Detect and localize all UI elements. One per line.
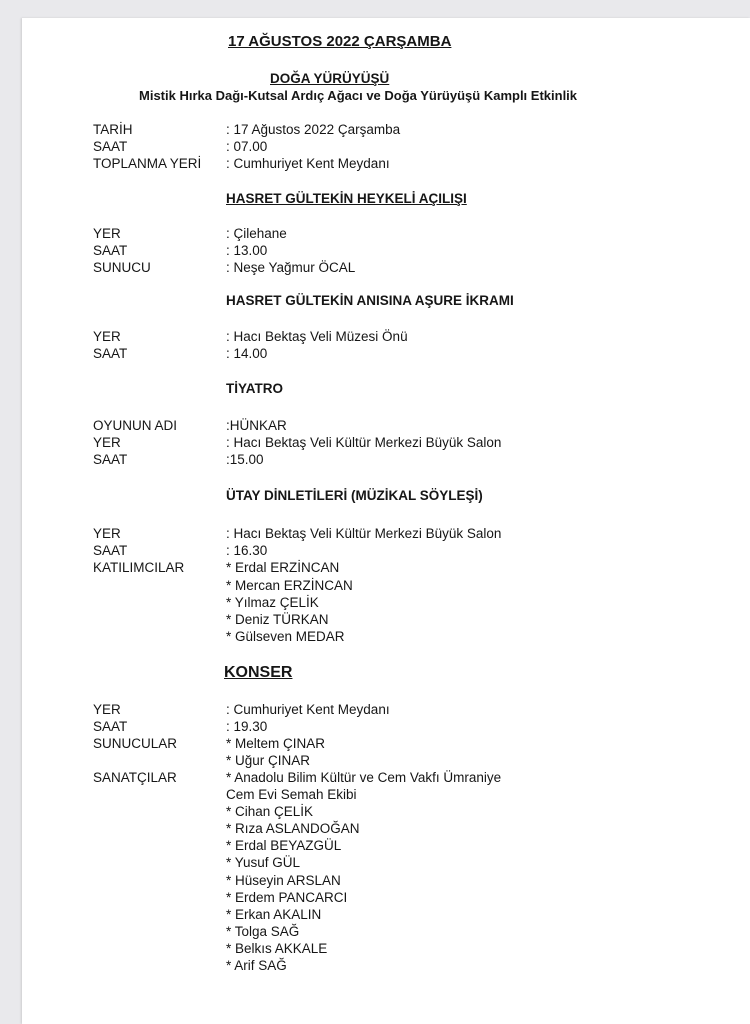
utay-row-value: * Mercan ERZİNCAN [226,577,353,593]
doga-row-value: : Cumhuriyet Kent Meydanı [226,156,390,171]
utay-row-value: : Hacı Bektaş Veli Kültür Merkezi Büyük Salon [226,526,502,541]
doga-row-value: : 07.00 [226,139,268,154]
konser-row-label: SANATÇILAR [93,770,177,786]
konser-row-value: * Erkan AKALIN [226,906,322,922]
utay-row-label: KATILIMCILAR [93,560,185,576]
doga-row-label: TARİH [93,122,133,137]
tiyatro-row-value: :HÜNKAR [226,418,287,433]
heykel-row-value: : Çilehane [226,226,287,241]
konser-row-value: * Uğur ÇINAR [226,753,311,769]
doga-row-label: SAAT [93,139,128,154]
konser-row-label: YER [93,702,121,717]
konser-row-value: * Belkıs AKKALE [226,940,328,956]
utay-row-label: YER [93,526,121,541]
doga-title: DOĞA YÜRÜYÜŞÜ [270,71,390,86]
asure-row-value: : Hacı Bektaş Veli Müzesi Önü [226,329,408,344]
tiyatro-row-label: OYUNUN ADI [93,418,178,433]
konser-row-value: Cem Evi Semah Ekibi [226,787,357,803]
tiyatro-row-value: :15.00 [226,452,264,467]
konser-row-label: SUNUCULAR [93,736,178,752]
heykel-row-value: : 13.00 [226,243,268,258]
utay-title: ÜTAY DİNLETİLERİ (MÜZİKAL SÖYLEŞİ) [226,488,483,503]
konser-row-value: : Cumhuriyet Kent Meydanı [226,702,390,717]
konser-row-value: * Yusuf GÜL [226,855,301,871]
heykel-row-label: SAAT [93,243,128,258]
asure-row-label: YER [93,329,121,344]
konser-row-value: : 19.30 [226,719,268,735]
doga-subtitle: Mistik Hırka Dağı-Kutsal Ardıç Ağacı ve Doğa Yürüyüşü Kamplı Etkinlik [139,88,578,103]
date-heading: 17 AĞUSTOS 2022 ÇARŞAMBA [228,33,452,50]
heykel-row-label: YER [93,226,121,241]
tiyatro-row-label: SAAT [93,452,128,467]
utay-row-value: : 16.30 [226,543,268,559]
utay-row-value: * Yılmaz ÇELİK [226,594,319,610]
konser-row-value: * Erdal BEYAZGÜL [226,838,342,854]
tiyatro-row-value: : Hacı Bektaş Veli Kültür Merkezi Büyük Salon [226,435,502,450]
konser-row-value: * Arif SAĞ [226,957,287,973]
asure-row-value: : 14.00 [226,346,268,361]
konser-row-label: SAAT [93,719,128,735]
konser-title: KONSER [224,664,293,681]
tiyatro-title: TİYATRO [226,381,284,396]
heykel-title: HASRET GÜLTEKİN HEYKELİ AÇILIŞI [226,191,467,206]
konser-row-value: * Hüseyin ARSLAN [226,872,341,888]
konser-row-value: * Meltem ÇINAR [226,736,326,752]
konser-row-value: * Anadolu Bilim Kültür ve Cem Vakfı Ümraniye [226,770,502,786]
konser-row-value: * Tolga SAĞ [226,923,300,939]
asure-title: HASRET GÜLTEKİN ANISINA AŞURE İKRAMI [226,293,514,308]
doga-row-label: TOPLANMA YERİ [93,156,202,171]
konser-row-value: * Erdem PANCARCI [226,889,348,905]
utay-row-value: * Gülseven MEDAR [226,629,345,645]
asure-row-label: SAAT [93,346,128,361]
konser-row-value: * Cihan ÇELİK [226,804,314,820]
konser-row-value: * Rıza ASLANDOĞAN [226,821,360,837]
heykel-row-label: SUNUCU [93,260,151,275]
doga-row-value: : 17 Ağustos 2022 Çarşamba [226,122,401,137]
utay-row-label: SAAT [93,543,128,559]
heykel-row-value: : Neşe Yağmur ÖCAL [226,260,356,275]
tiyatro-row-label: YER [93,435,121,450]
utay-row-value: * Erdal ERZİNCAN [226,560,340,576]
utay-row-value: * Deniz TÜRKAN [226,612,329,627]
